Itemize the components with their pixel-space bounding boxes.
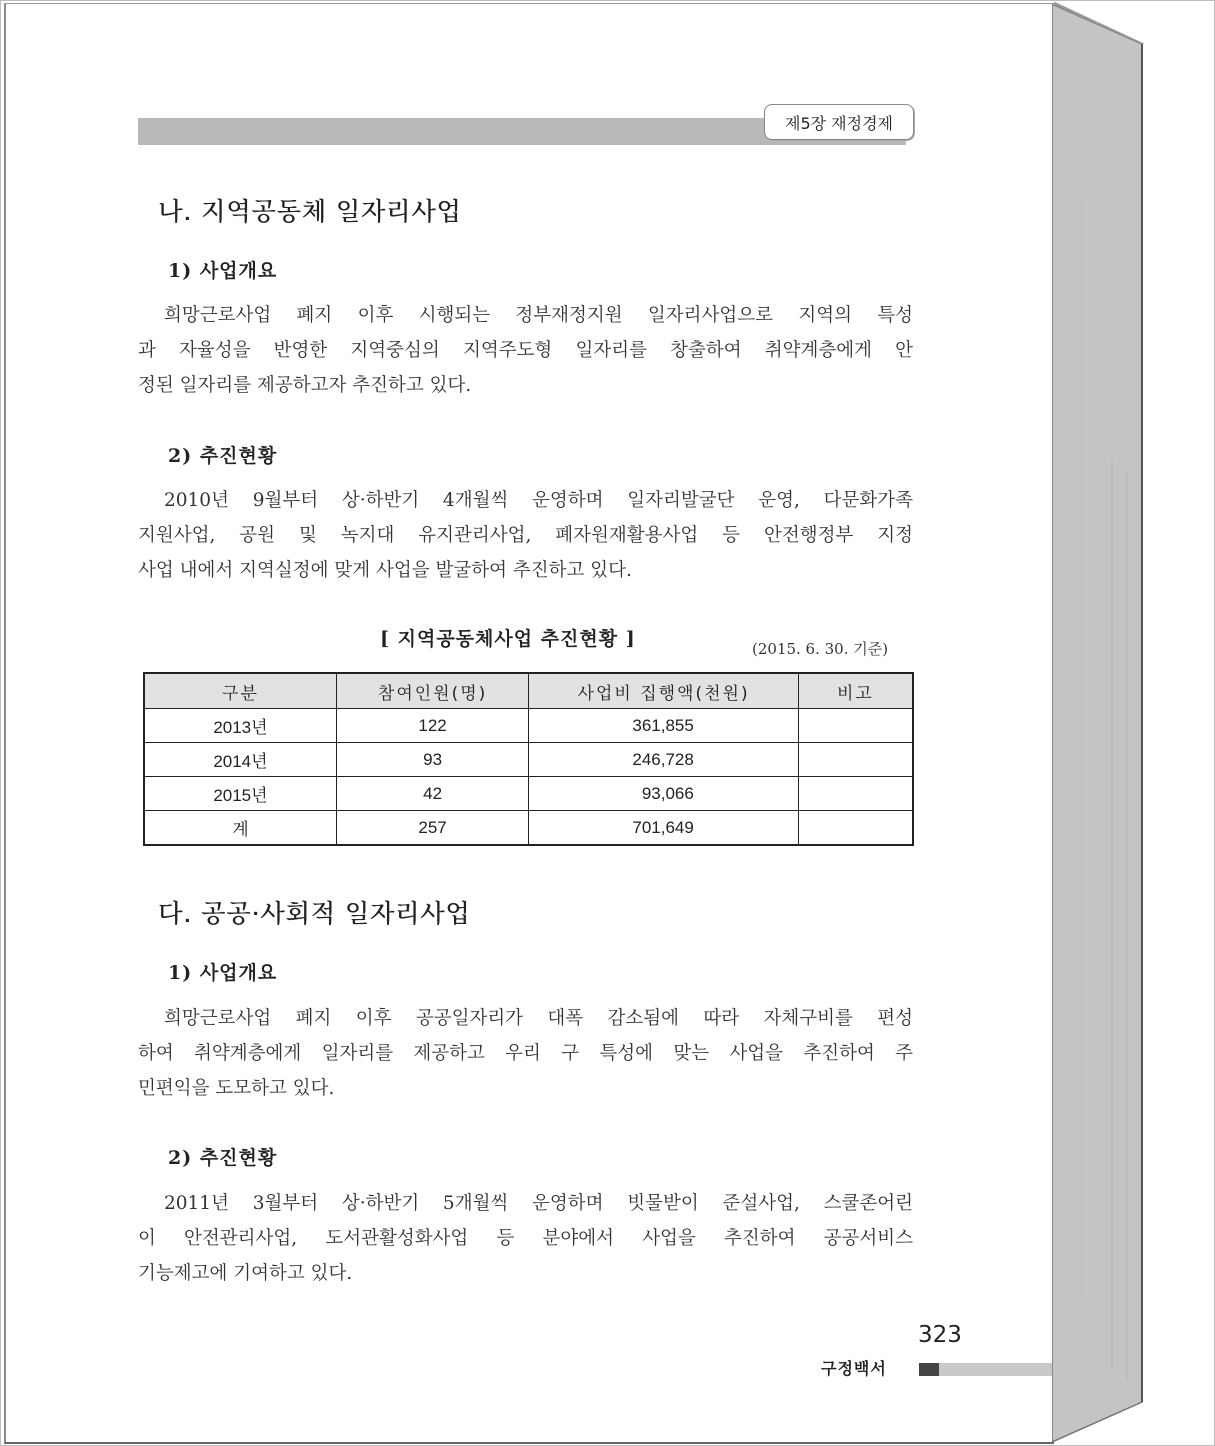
column-header: 구분 <box>144 673 336 709</box>
table-cell: 93 <box>336 743 528 777</box>
paragraph-overview-a <box>138 298 913 403</box>
table-row <box>144 811 913 846</box>
text-line: 희망근로사업 폐지 이후 시행되는 정부재정지원 일자리사업으로 지역의 특성 <box>164 305 913 326</box>
paragraph-status-a <box>138 483 913 588</box>
subsection-overview-a: 1) 사업개요 <box>168 260 278 282</box>
text-line: 민편익을 도모하고 있다. <box>138 1078 335 1099</box>
text-line: 정된 일자리를 제공하고자 추진하고 있다. <box>138 375 472 396</box>
paragraph-overview-b <box>138 1001 913 1106</box>
section-title-a: 나. 지역공동체 일자리사업 <box>158 197 462 226</box>
text-line: 이 안전관리사업, 도서관활성화사업 등 분야에서 사업을 추진하여 공공서비스 <box>138 1228 913 1249</box>
text-line: 기능제고에 기여하고 있다. <box>138 1263 353 1284</box>
table-row <box>144 777 913 811</box>
table-cell: 42 <box>336 777 528 811</box>
table-header-row <box>144 673 913 709</box>
column-header: 비고 <box>798 673 913 709</box>
table-cell <box>798 811 913 846</box>
text-line: 사업 내에서 지역실정에 맞게 사업을 발굴하여 추진하고 있다. <box>138 560 632 581</box>
subsection-status-a: 2) 추진현황 <box>168 445 278 467</box>
column-header: 참여인원(명) <box>336 673 528 709</box>
table-cell <box>798 743 913 777</box>
text-line: 하여 취약계층에게 일자리를 제공하고 우리 구 특성에 맞는 사업을 추진하여 주 <box>138 1043 913 1064</box>
text-line: 과 자율성을 반영한 지역중심의 지역주도형 일자리를 창출하여 취약계층에게 안 <box>138 340 913 361</box>
footer-marker <box>919 1363 939 1376</box>
subsection-overview-b: 1) 사업개요 <box>168 962 278 984</box>
text-line: 2010년 9월부터 상·하반기 4개월씩 운영하며 일자리발굴단 운영, 다문화가족 <box>164 490 913 511</box>
table-title: [ 지역공동체사업 추진현황 ] <box>380 628 636 650</box>
text-line: 2011년 3월부터 상·하반기 5개월씩 운영하며 빗물받이 준설사업, 스쿨존어린 <box>164 1193 913 1214</box>
table-cell: 2015년 <box>144 777 336 811</box>
table-cell <box>798 709 913 743</box>
text-line: 지원사업, 공원 및 녹지대 유지관리사업, 폐자원재활용사업 등 안전행정부 지정 <box>138 525 913 546</box>
table-cell: 계 <box>144 811 336 846</box>
table-row <box>144 743 913 777</box>
section-title-b: 다. 공공·사회적 일자리사업 <box>158 899 471 928</box>
book-title: 구정백서 <box>821 1359 887 1378</box>
table-cell: 246,728 <box>529 743 799 777</box>
paragraph-status-b <box>138 1186 913 1291</box>
table-cell: 122 <box>336 709 528 743</box>
table-cell: 701,649 <box>529 811 799 846</box>
table-cell: 93,066 <box>529 777 799 811</box>
table-cell: 361,855 <box>529 709 799 743</box>
page-number: 323 <box>918 1322 962 1348</box>
text-line: 희망근로사업 폐지 이후 공공일자리가 대폭 감소됨에 따라 자체구비를 편성 <box>164 1008 913 1029</box>
data-table <box>143 672 914 846</box>
book-edge <box>1052 0 1147 1446</box>
table-cell: 2013년 <box>144 709 336 743</box>
table-row <box>144 709 913 743</box>
table-date-note: (2015. 6. 30. 기준) <box>752 640 889 658</box>
table-cell: 257 <box>336 811 528 846</box>
column-header: 사업비 집행액(천원) <box>529 673 799 709</box>
table-cell: 2014년 <box>144 743 336 777</box>
footer-bar <box>939 1363 1052 1376</box>
subsection-status-b: 2) 추진현황 <box>168 1147 278 1169</box>
chapter-tab: 제5장 재정경제 <box>764 104 914 140</box>
table-cell <box>798 777 913 811</box>
